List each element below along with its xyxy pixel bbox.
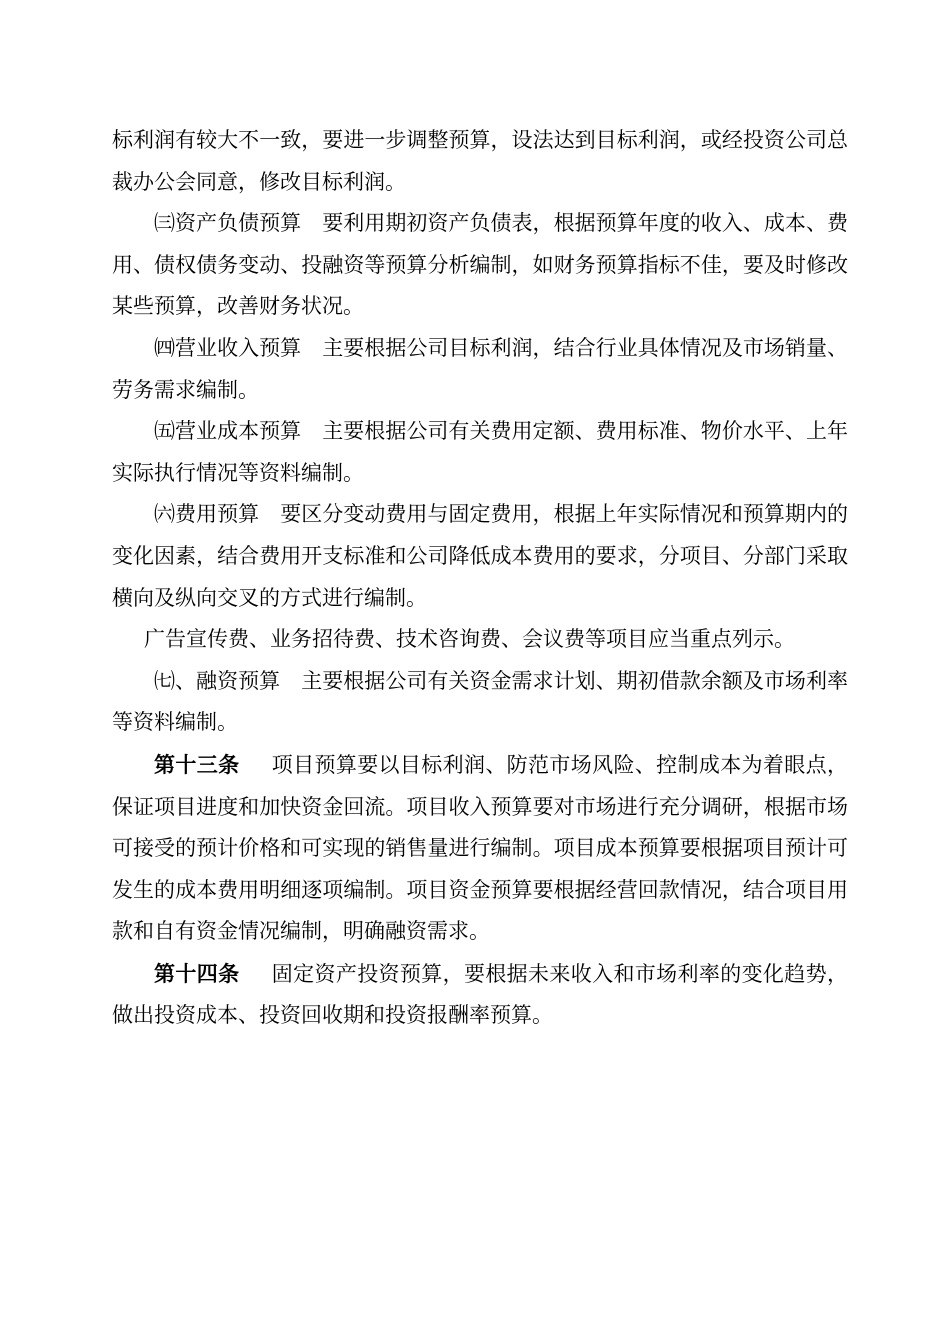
paragraph-cost-budget (112, 411, 848, 494)
paragraph-text: 主要根据公司有关费用定额、费用标准、物价水平、上年实际执行情况等资料编制。 (112, 419, 848, 485)
paragraph-text: 标利润有较大不一致，要进一步调整预算，设法达到目标利润，或经投资公司总裁办公会同意，修改目标利润。 (112, 128, 848, 194)
paragraph-revenue-budget (112, 328, 848, 411)
document-body (112, 120, 848, 1037)
paragraph-text: 固定资产投资预算，要根据未来收入和市场利率的变化趋势，做出投资成本、投资回收期和投资报酬率预算。 (112, 961, 849, 1028)
section-label: ㈥费用预算 (154, 502, 260, 527)
paragraph-financing-budget (112, 661, 848, 744)
paragraph-text: 主要根据公司有关资金需求计划、期初借款余额及市场利率等资料编制。 (112, 668, 848, 735)
paragraph-text: 要利用期初资产负债表，根据预算年度的收入、成本、费用、债权债务变动、投融资等预算分析编制，如财务预算指标不佳，要及时修改某些预算，改善财务状况。 (112, 211, 848, 319)
paragraph-text: 主要根据公司目标利润，结合行业具体情况及市场销量、劳务需求编制。 (112, 335, 848, 402)
section-label: ㈤营业成本预算 (154, 419, 302, 444)
article-label: 第十四条 (154, 960, 240, 986)
paragraph-expense-budget (112, 494, 848, 619)
section-label: ㈢资产负债预算 (154, 211, 302, 236)
paragraph-key-items (112, 619, 848, 661)
paragraph-text: 广告宣传费、业务招待费、技术咨询费、会议费等项目应当重点列示。 (144, 627, 795, 652)
article-13 (112, 744, 848, 953)
paragraph-balance-sheet-budget (112, 203, 848, 328)
paragraph-continuation (112, 120, 848, 203)
section-label: ㈦、融资预算 (154, 668, 281, 693)
article-label: 第十三条 (154, 751, 240, 777)
paragraph-text: 要区分变动费用与固定费用，根据上年实际情况和预算期内的变化因素，结合费用开支标准和公司降低成本费用的要求，分项目、分部门采取横向及纵向交叉的方式进行编制。 (112, 502, 848, 610)
paragraph-text: 项目预算要以目标利润、防范市场风险、控制成本为着眼点，保证项目进度和加快资金回流。项目收入预算要对市场进行充分调研，根据市场可接受的预计价格和可实现的销售量进行编制。项目成本预算要根据项目预计可发生的成本费用明细逐项编制。项目资金预算要根据经营回款情况，结合项目用款和自有资金情况编制，明确融资需求。 (112, 752, 849, 944)
section-label: ㈣营业收入预算 (154, 335, 302, 360)
article-14 (112, 953, 848, 1037)
